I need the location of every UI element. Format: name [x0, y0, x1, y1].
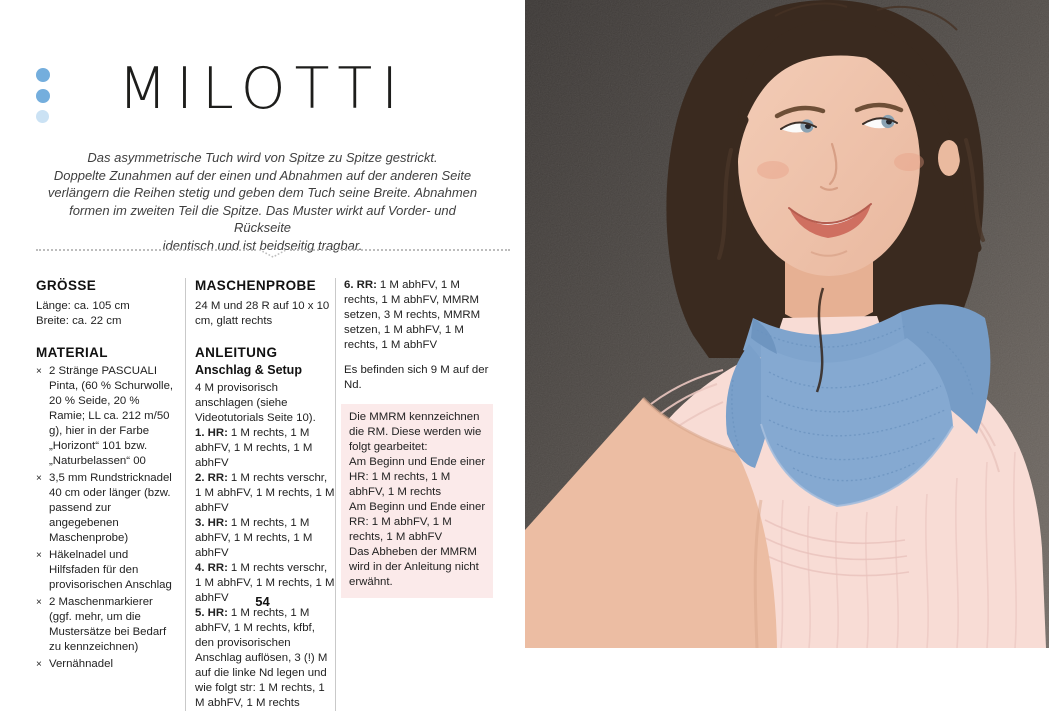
material-item: [36, 548, 177, 593]
step-text: 1 M rechts verschr, 1 M abhFV, 1 M rechts, 1 M abhFV: [195, 472, 335, 514]
step-label: 6. RR:: [344, 279, 377, 291]
step-label: 1. HR:: [195, 427, 228, 439]
model-ear: [938, 140, 960, 176]
instruction-step: [195, 606, 335, 711]
material-item-text: 3,5 mm Rundstricknadel 40 cm oder länger (bzw. passend zur angegebenen Maschenprobe): [49, 472, 172, 544]
page-title: MILOTTI: [117, 56, 408, 122]
bullet-x-icon: ×: [36, 473, 42, 484]
info-box-line: Am Beginn und Ende einer HR: 1 M rechts, 1 M abhFV, 1 M rechts: [349, 456, 486, 498]
material-item-text: 2 Stränge PASCUALI Pinta, (60 % Schurwolle, 20 % Seide, 20 % Ramie; LL ca. 212 m/50 g), hier in der Farbe „Horizont“ 101 bzw. „Naturbelassen“ 00: [49, 365, 174, 467]
section-heading-groesse: GRÖSSE: [36, 278, 97, 293]
step-text: 1 M rechts verschr, 1 M abhFV, 1 M rechts, 1 M abhFV: [195, 562, 335, 604]
section-heading-material: MATERIAL: [36, 345, 108, 360]
model-photo: [525, 0, 1049, 648]
info-box-line: Die MMRM kennzeichnen die RM. Diese werden wie folgt gearbeitet:: [349, 411, 482, 453]
intro-line: identisch und ist beidseitig tragbar.: [162, 237, 363, 253]
pattern-page: [0, 0, 525, 709]
pattern-columns: [36, 278, 493, 711]
bullet-x-icon: ×: [36, 659, 42, 670]
subsection-heading-anschlag-setup: Anschlag & Setup: [195, 363, 302, 377]
instruction-step: [195, 516, 335, 561]
step-label: 4. RR:: [195, 562, 228, 574]
step-text: 1 M rechts, 1 M abhFV, 1 M rechts, 1 M abhFV: [195, 427, 313, 469]
step-label: 5. HR:: [195, 607, 228, 619]
model-photo-illustration: [525, 0, 1049, 648]
column-size-material: [36, 278, 185, 711]
instruction-step: [195, 426, 335, 471]
bullet-x-icon: ×: [36, 366, 42, 377]
instruction-step: [195, 471, 335, 516]
intro-line: formen im zweiten Teil die Spitze. Das Muster wirkt auf Vorder- und Rückseite: [69, 202, 456, 236]
bullet-x-icon: ×: [36, 550, 42, 561]
intro-line: Das asymmetrische Tuch wird von Spitze zu Spitze gestrickt.: [87, 150, 438, 165]
step-text: 1 M rechts, 1 M abhFV, 1 M rechts, 1 M abhFV: [195, 517, 313, 559]
column-gauge-instructions: [185, 278, 335, 711]
instruction-step: [344, 278, 493, 353]
size-line: Länge: ca. 105 cm: [36, 300, 130, 312]
size-line: Breite: ca. 22 cm: [36, 315, 122, 327]
intro-paragraph: [40, 149, 485, 255]
dotted-separator: [36, 248, 510, 259]
gauge-text: 24 M und 28 R auf 10 x 10 cm, glatt rechts: [195, 300, 330, 327]
material-item-text: 2 Maschenmarkierer (ggf. mehr, um die Mustersätze bei Bedarf zu kennzeichnen): [49, 596, 167, 653]
dotted-line: [290, 249, 510, 251]
material-item: [36, 471, 177, 546]
page-number: 54: [255, 594, 270, 609]
info-box-line: Am Beginn und Ende einer RR: 1 M abhFV, 1 M rechts, 1 M abhFV: [349, 501, 486, 543]
material-item: [36, 657, 177, 672]
step-label: 2. RR:: [195, 472, 228, 484]
step-text: 1 M rechts, 1 M abhFV, 1 M rechts, kfbf, den provisorischen Anschlag auflösen, 3 (!) M auf die linke Nd legen und wie folgt str: 1 M rechts, 1 M abhFV, 1 M rechts: [195, 607, 328, 709]
info-box-line: Das Abheben der MMRM wird in der Anleitung nicht erwähnt.: [349, 546, 479, 588]
dotted-line: [36, 249, 256, 251]
material-item: [36, 364, 177, 469]
bullet-x-icon: ×: [36, 597, 42, 608]
stitch-count-note: Es befinden sich 9 M auf der Nd.: [344, 364, 489, 391]
section-heading-anleitung: ANLEITUNG: [195, 345, 278, 360]
intro-line: Doppelte Zunahmen auf der einen und Abnahmen auf der anderen Seite: [53, 167, 472, 183]
section-heading-maschenprobe: MASCHENPROBE: [195, 278, 317, 293]
material-item-text: Vernähnadel: [49, 658, 113, 670]
intro-line: verlängern die Reihen stetig und geben dem Tuch seine Breite. Abnahmen: [47, 185, 478, 201]
instruction-intro: 4 M provisorisch anschlagen (siehe Videotutorials Seite 10).: [195, 382, 316, 424]
step-label: 3. HR:: [195, 517, 228, 529]
material-item-text: Häkelnadel und Hilfsfaden für den provisorischen Anschlag: [49, 549, 172, 591]
chevron-down-icon: [258, 248, 288, 259]
step-text: 1 M abhFV, 1 M rechts, 1 M abhFV, MMRM setzen, 3 M rechts, MMRM setzen, 1 M abhFV, 1 M rechts, 1 M abhFV: [344, 279, 481, 351]
column-instructions-continued: [335, 278, 493, 711]
marker-info-box: [341, 404, 493, 598]
